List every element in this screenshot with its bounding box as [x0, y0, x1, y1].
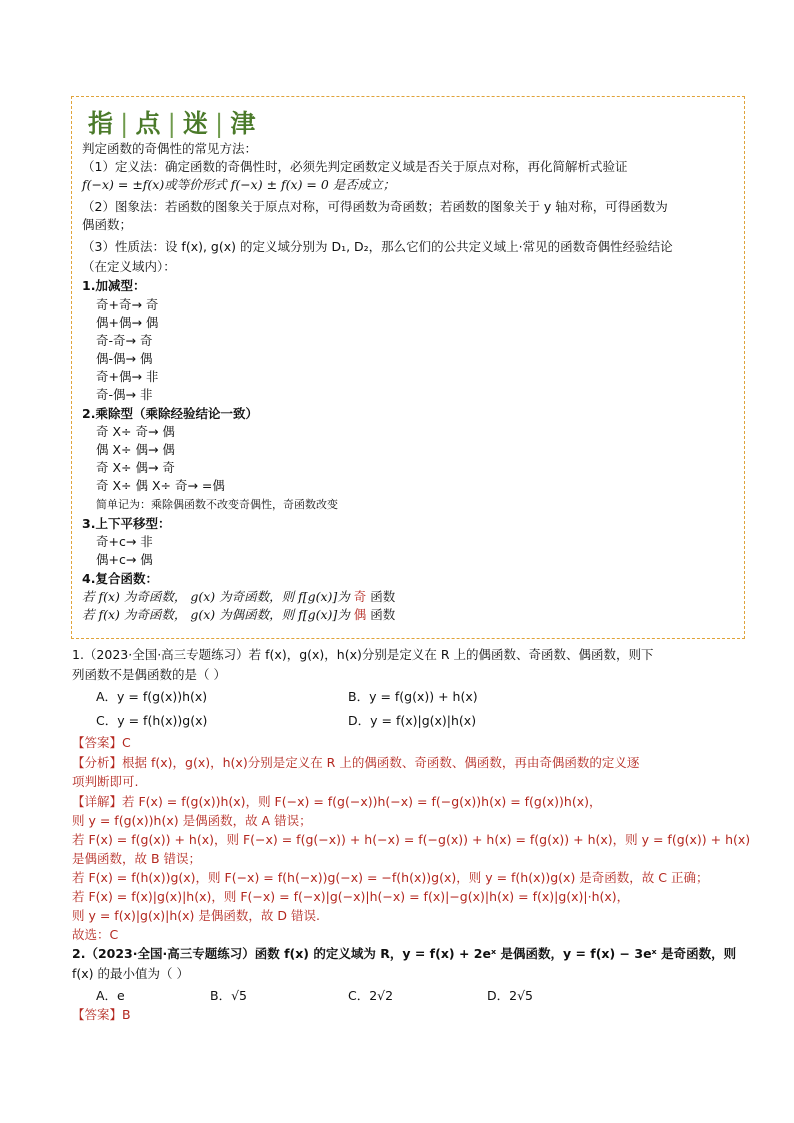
composite-answer: 奇	[353, 589, 367, 604]
q1-detail-3: 若 F(x) = f(g(x)) + h(x)，则 F(−x) = f(g(−x)) + h(−x) = f(−g(x)) + h(x) = f(g(x)) + h(x)，则 y = f(g(x)) + h(x)	[72, 832, 751, 847]
method2-line-a: （2）图象法：若函数的图象关于原点对称，可得函数为奇函数；若函数的图象关于 y 轴对称，可得函数为	[82, 199, 668, 214]
rule-mul: 奇 X÷ 奇→ 偶	[96, 424, 175, 439]
heading-add: 1.加减型：	[82, 278, 146, 293]
rule-add: 奇-奇→ 奇	[96, 333, 153, 348]
q2-option-d: D．2√5	[487, 988, 533, 1003]
q1-analysis-a: 【分析】根据 f(x)，g(x)，h(x)分别是定义在 R 上的偶函数、奇函数、偶函数，再由奇偶函数的定义逐	[72, 755, 640, 770]
method1-line-b: f(−x) = ±f(x)或等价形式 f(−x) ± f(x) = 0 是否成立；	[82, 177, 396, 192]
rule-shift: 偶+c→ 偶	[96, 552, 153, 567]
rule-mul: 奇 X÷ 偶→ 奇	[96, 460, 175, 475]
q1-option-a: A．y = f(g(x))h(x)	[96, 689, 208, 704]
q2-option-b: B．√5	[210, 988, 247, 1003]
q2-option-c: C．2√2	[348, 988, 394, 1003]
q1-stem-a: 1.（2023·全国·高三专题练习）若 f(x)，g(x)，h(x)分别是定义在 R 上的偶函数、奇函数、偶函数，则下	[72, 647, 654, 662]
q1-option-c: C．y = f(h(x))g(x)	[96, 713, 208, 728]
method3-line-a: （3）性质法：设 f(x), g(x) 的定义域分别为 D₁, D₂，那么它们的公共定义域上·常见的函数奇偶性经验结论	[82, 239, 673, 254]
q1-stem-b: 列函数不是偶函数的是（ ）	[72, 667, 226, 682]
title-separator: |	[214, 109, 225, 138]
q2-stem-a: 2.（2023·全国·高三专题练习）函数 f(x) 的定义域为 R，y = f(x) + 2eˣ 是偶函数，y = f(x) − 3eˣ 是奇函数，则	[72, 946, 737, 961]
composite-answer: 偶	[353, 607, 367, 622]
rule-add: 偶-偶→ 偶	[96, 351, 153, 366]
q1-choice: 故选：C	[72, 927, 119, 942]
rule-add: 奇+偶→ 非	[96, 369, 159, 384]
q1-detail-1: 【详解】若 F(x) = f(g(x))h(x)，则 F(−x) = f(g(−x))h(−x) = f(−g(x))h(x) = f(g(x))h(x)，	[72, 794, 602, 809]
method1-line-a: （1）定义法：确定函数的奇偶性时，必须先判定函数定义域是否关于原点对称，再化简解析式验证	[82, 159, 628, 174]
method3-line-b: （在定义域内）：	[82, 259, 176, 274]
rule-add: 偶+偶→ 偶	[96, 315, 159, 330]
heading-mul: 2.乘除型（乘除经验结论一致）	[82, 406, 258, 421]
q1-detail-7: 则 y = f(x)|g(x)|h(x) 是偶函数，故 D 错误.	[72, 908, 320, 923]
composite-rule-2: 若 f(x) 为奇函数， g(x) 为偶函数，则 f[g(x)]为 偶 函数	[82, 607, 396, 622]
heading-shift: 3.上下平移型：	[82, 516, 171, 531]
q1-detail-5: 若 F(x) = f(h(x))g(x)，则 F(−x) = f(h(−x))g(−x) = −f(h(x))g(x)，则 y = f(h(x))g(x) 是奇函数，故 C 正确；	[72, 870, 709, 885]
q1-detail-6: 若 F(x) = f(x)|g(x)|h(x)，则 F(−x) = f(−x)|g(−x)|h(−x) = f(x)|−g(x)|h(x) = f(x)|g(x)|·h(x)，	[72, 889, 630, 904]
q1-option-d: D．y = f(x)|g(x)|h(x)	[348, 713, 477, 728]
title-char: 指	[88, 109, 115, 138]
method2-line-b: 偶函数；	[82, 217, 133, 232]
q2-option-a: A．e	[96, 988, 125, 1003]
title-char: 迷	[182, 109, 209, 138]
q1-detail-4: 是偶函数，故 B 错误；	[72, 851, 202, 866]
title-separator: |	[120, 109, 130, 138]
title-separator: |	[167, 109, 177, 138]
q2-stem-b: f(x) 的最小值为（ ）	[72, 966, 189, 981]
intro-line: 判定函数的奇偶性的常见方法：	[82, 141, 258, 156]
rule-add: 奇-偶→ 非	[96, 387, 153, 402]
tips-title	[88, 104, 256, 140]
q1-analysis-b: 项判断即可.	[72, 774, 139, 789]
rule-mul: 奇 X÷ 偶 X÷ 奇→ =偶	[96, 478, 225, 493]
q2-answer: 【答案】B	[72, 1007, 131, 1022]
rule-shift: 奇+c→ 非	[96, 534, 153, 549]
heading-composite: 4.复合函数：	[82, 571, 158, 586]
rule-add: 奇+奇→ 奇	[96, 297, 159, 312]
rule-mul: 偶 X÷ 偶→ 偶	[96, 442, 175, 457]
title-char: 津	[230, 109, 257, 138]
mul-note: 简单记为：乘除偶函数不改变奇偶性，奇函数改变	[96, 498, 338, 511]
q1-detail-2: 则 y = f(g(x))h(x) 是偶函数，故 A 错误；	[72, 813, 312, 828]
composite-rule-1: 若 f(x) 为奇函数， g(x) 为奇函数，则 f[g(x)]为 奇 函数	[82, 589, 396, 604]
title-char: 点	[135, 109, 162, 138]
q1-answer: 【答案】C	[72, 735, 131, 750]
q1-option-b: B．y = f(g(x)) + h(x)	[348, 689, 478, 704]
